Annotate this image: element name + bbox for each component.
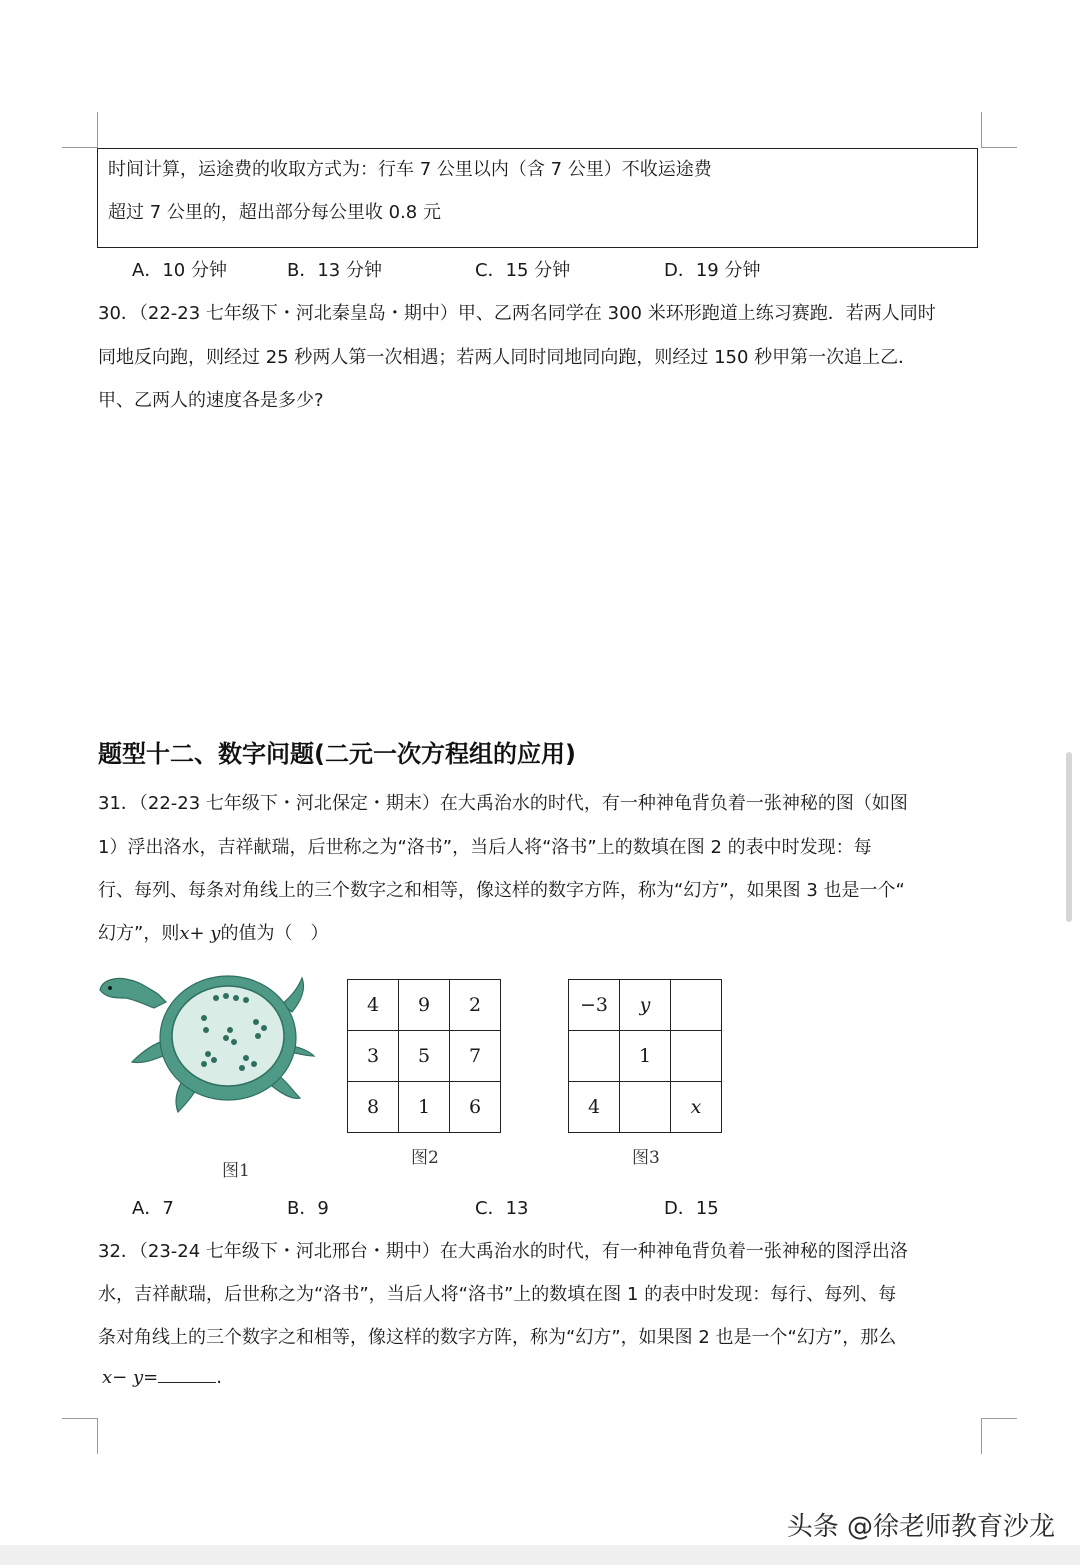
q31-line-4 (98, 922, 328, 946)
grid2-cell: 2 (450, 980, 501, 1031)
q31-line-1: 31．（22-23 七年级下・河北保定・期末）在大禹治水的时代，有一种神龟背负着一张神秘的图（如图 (98, 793, 908, 814)
crop-mark-top-left-h (62, 147, 98, 148)
bottom-strip (0, 1545, 1080, 1565)
crop-mark-top-left-v (97, 112, 98, 148)
q31-expression: x+ y (179, 923, 221, 944)
grid3-cell: 1 (620, 1031, 671, 1082)
grid2-cell: 1 (399, 1082, 450, 1133)
q31-line-3: 行、每列、每条对角线上的三个数字之和相等，像这样的数字方阵，称为“幻方”，如果图 3 也是一个“ (98, 880, 905, 901)
q30-line-1: 30．（22-23 七年级下・河北秦皇岛・期中）甲、乙两名同学在 300 米环形跑道上练习赛跑．若两人同时 (98, 303, 936, 324)
turtle-figure (96, 962, 316, 1117)
crop-mark-bottom-right-h (981, 1418, 1017, 1419)
fig3-caption: 图3 (632, 1148, 660, 1168)
q31-line-2: 1）浮出洛水，吉祥献瑞，后世称之为“洛书”，当后人将“洛书”上的数填在图 2 的表中时发现：每 (98, 837, 872, 858)
q32-line-1: 32．（23-24 七年级下・河北邢台・期中）在大禹治水的时代，有一种神龟背负着一张神秘的图浮出洛 (98, 1241, 908, 1262)
q32-line-4 (102, 1366, 222, 1390)
grid2-cell: 4 (348, 980, 399, 1031)
grid3-cell-x: x (671, 1082, 722, 1133)
grid3-cell: 4 (569, 1082, 620, 1133)
grid2-cell: 7 (450, 1031, 501, 1082)
crop-mark-top-right-v (981, 112, 982, 148)
prev-box-line-1: 时间计算，运途费的收取方式为：行车 7 公里以内（含 7 公里）不收运途费 (108, 159, 712, 180)
grid3-cell (671, 1031, 722, 1082)
q30-line-3: 甲、乙两人的速度各是多少? (98, 390, 324, 411)
q31-option-b: B．9 (287, 1198, 329, 1219)
q31-option-c: C．13 (475, 1198, 529, 1219)
q32-line-3: 条对角线上的三个数字之和相等，像这样的数字方阵，称为“幻方”，如果图 2 也是一个“幻方”，那么 (98, 1327, 897, 1348)
crop-mark-bottom-right-v (981, 1418, 982, 1454)
q31-line-4-pre: 幻方”，则 (98, 923, 180, 944)
watermark-text: 头条 @徐老师教育沙龙 (786, 1512, 1055, 1542)
grid3-cell (671, 980, 722, 1031)
answer-blank (158, 1366, 216, 1383)
crop-mark-top-right-h (981, 147, 1017, 148)
q29-option-c: C．15 分钟 (475, 260, 571, 281)
q31-option-a: A．7 (132, 1198, 174, 1219)
prev-box-line-2: 超过 7 公里的，超出部分每公里收 0.8 元 (108, 202, 441, 223)
grid2-cell: 9 (399, 980, 450, 1031)
q32-line-2: 水，吉祥献瑞，后世称之为“洛书”，当后人将“洛书”上的数填在图 1 的表中时发现：每行、每列、每 (98, 1284, 897, 1305)
grid3-cell: −3 (569, 980, 620, 1031)
q31-option-d: D．15 (664, 1198, 719, 1219)
q31-line-4-post: 的值为（ ） (220, 923, 329, 944)
grid3-cell-y: y (620, 980, 671, 1031)
grid3-cell (620, 1082, 671, 1133)
q32-expression: x− y= (102, 1367, 159, 1388)
magic-square-fig3 (568, 979, 722, 1133)
grid2-cell: 8 (348, 1082, 399, 1133)
q29-option-a: A．10 分钟 (132, 260, 227, 281)
grid2-cell: 5 (399, 1031, 450, 1082)
crop-mark-bottom-left-v (97, 1418, 98, 1454)
section-title: 题型十二、数字问题(二元一次方程组的应用) (98, 740, 576, 768)
q30-line-2: 同地反向跑，则经过 25 秒两人第一次相遇；若两人同时同地同向跑，则经过 150 秒甲第一次追上乙． (98, 347, 917, 368)
q32-line-4-end: . (216, 1367, 222, 1388)
fig1-caption: 图1 (222, 1161, 250, 1181)
grid2-cell: 6 (450, 1082, 501, 1133)
grid2-cell: 3 (348, 1031, 399, 1082)
scrollbar-thumb[interactable] (1066, 752, 1072, 922)
fig2-caption: 图2 (411, 1148, 439, 1168)
crop-mark-bottom-left-h (62, 1418, 98, 1419)
grid3-cell (569, 1031, 620, 1082)
magic-square-fig2 (347, 979, 501, 1133)
q29-option-b: B．13 分钟 (287, 260, 382, 281)
q29-option-d: D．19 分钟 (664, 260, 761, 281)
